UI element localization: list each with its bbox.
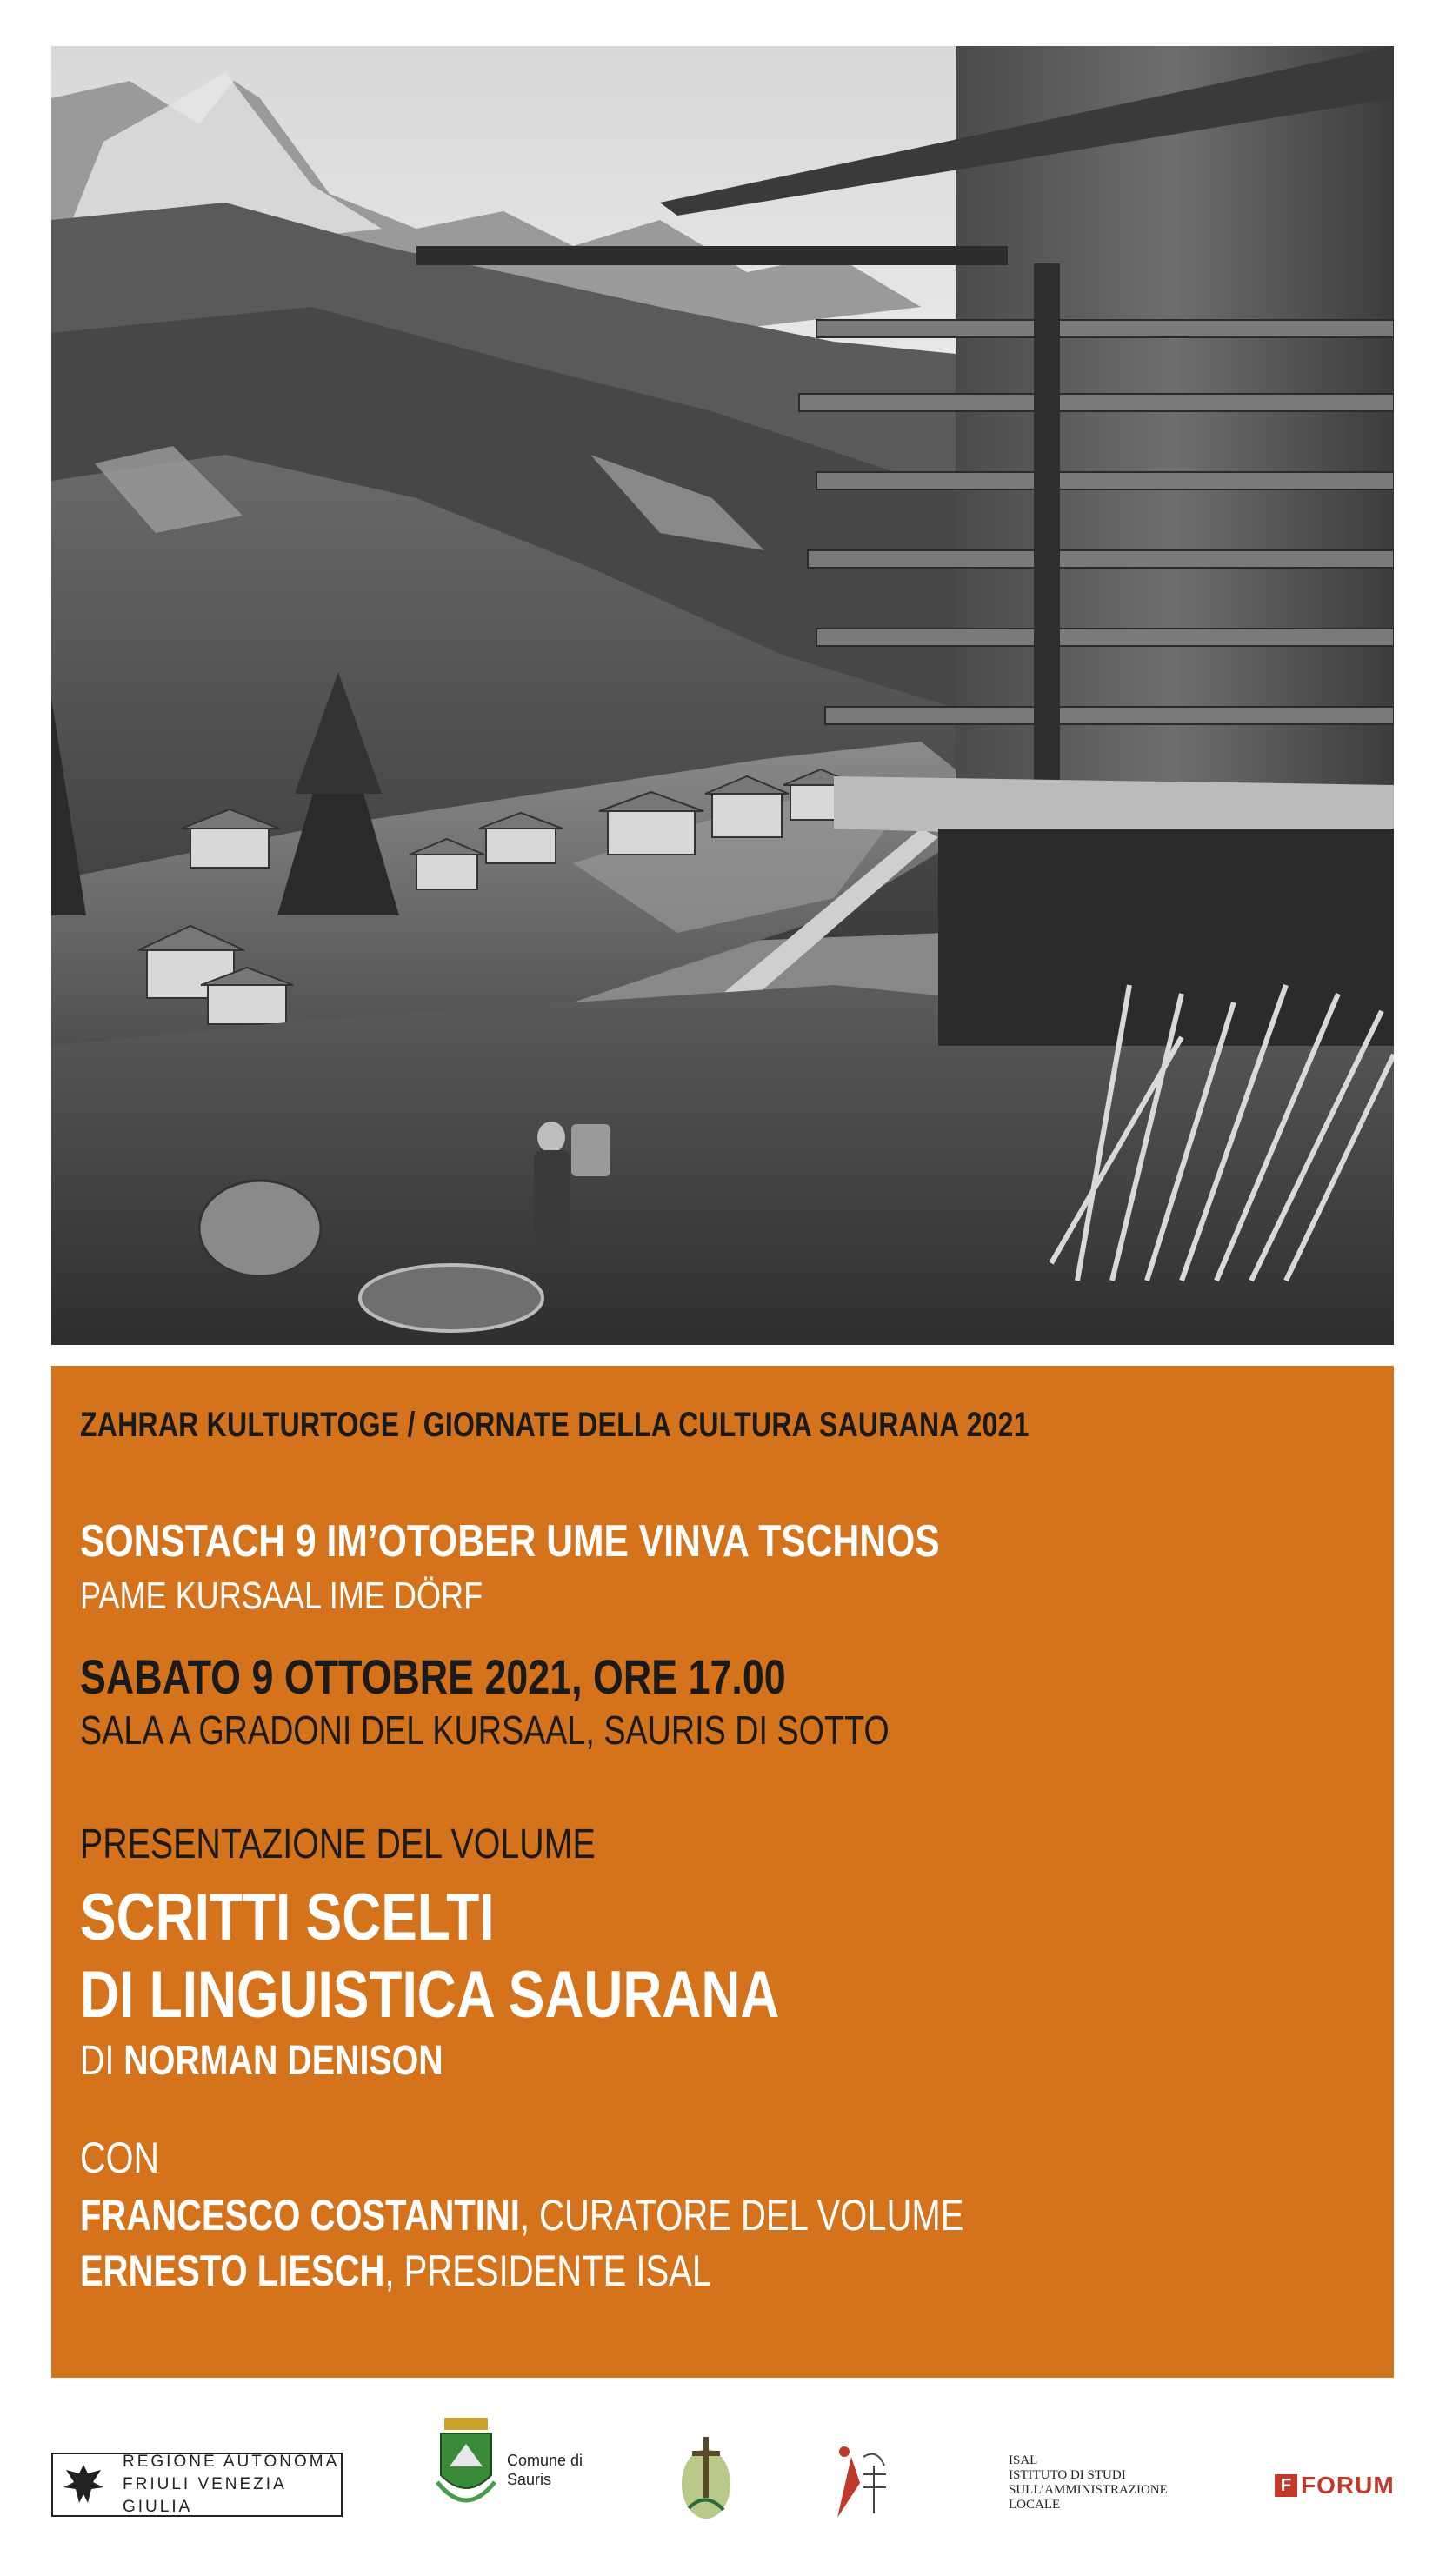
event-date-italian: SABATO 9 OTTOBRE 2021, ORE 17.00 <box>80 1649 786 1704</box>
forum-mark-icon: F <box>1275 2474 1297 2497</box>
series-title: ZAHRAR KULTURTOGE / GIORNATE DELLA CULTURA SAURANA 2021 <box>80 1406 1030 1444</box>
forum-wordmark: FORUM <box>1301 2472 1395 2499</box>
speaker-item <box>80 2249 870 2293</box>
cross-emblem-icon <box>671 2430 741 2526</box>
isal-line2: ISTITUTO DI STUDI <box>1009 2468 1126 2482</box>
isal-line1: ISAL <box>1009 2453 1038 2467</box>
comune-sauris-logo <box>432 2413 597 2526</box>
isal-line3: SULL’AMMINISTRAZIONE <box>1009 2483 1168 2497</box>
comune-line2: Sauris <box>507 2471 552 2488</box>
speaker-role: , CURATORE DEL VOLUME <box>519 2191 964 2240</box>
event-place-local: PAME KURSAAL IME DÖRF <box>80 1574 483 1617</box>
book-title-line1: SCRITTI SCELTI <box>80 1880 495 1954</box>
regione-line2: FRIULI VENEZIA GIULIA <box>123 2475 286 2516</box>
speaker-name: ERNESTO LIESCH <box>80 2247 385 2295</box>
event-date-local: SONSTACH 9 IM’OTOBER UME VINVA TSCHNOS <box>80 1516 940 1567</box>
book-title-line2: DI LINGUISTICA SAURANA <box>80 1958 780 2032</box>
regione-line1: REGIONE AUTONOMA <box>123 2453 340 2471</box>
comune-line1: Comune di <box>507 2452 583 2469</box>
presentation-intro: PRESENTAZIONE DEL VOLUME <box>80 1821 596 1867</box>
isal-line4: LOCALE <box>1009 2498 1061 2512</box>
eagle-icon <box>53 2454 114 2515</box>
speaker-role: , PRESIDENTE ISAL <box>384 2247 712 2295</box>
event-info-panel <box>51 1366 1394 2378</box>
speakers-intro: CON <box>80 2133 160 2182</box>
speaker-item <box>80 2191 1185 2240</box>
isal-logo <box>1009 2453 1168 2513</box>
crest-icon <box>432 2414 500 2526</box>
forum-logo <box>1275 2472 1395 2499</box>
hero-photo <box>51 46 1394 1345</box>
regione-fvg-logo <box>51 2453 343 2517</box>
book-author <box>80 2040 523 2082</box>
coro-logo-icon <box>825 2440 895 2522</box>
author-prefix: DI <box>80 2038 124 2084</box>
event-place-italian: SALA A GRADONI DEL KURSAAL, SAURIS DI SOTTO <box>80 1707 890 1753</box>
author-name: NORMAN DENISON <box>123 2038 443 2084</box>
speaker-name: FRANCESCO COSTANTINI <box>80 2191 520 2240</box>
mountain-village-photo <box>51 46 1394 1345</box>
